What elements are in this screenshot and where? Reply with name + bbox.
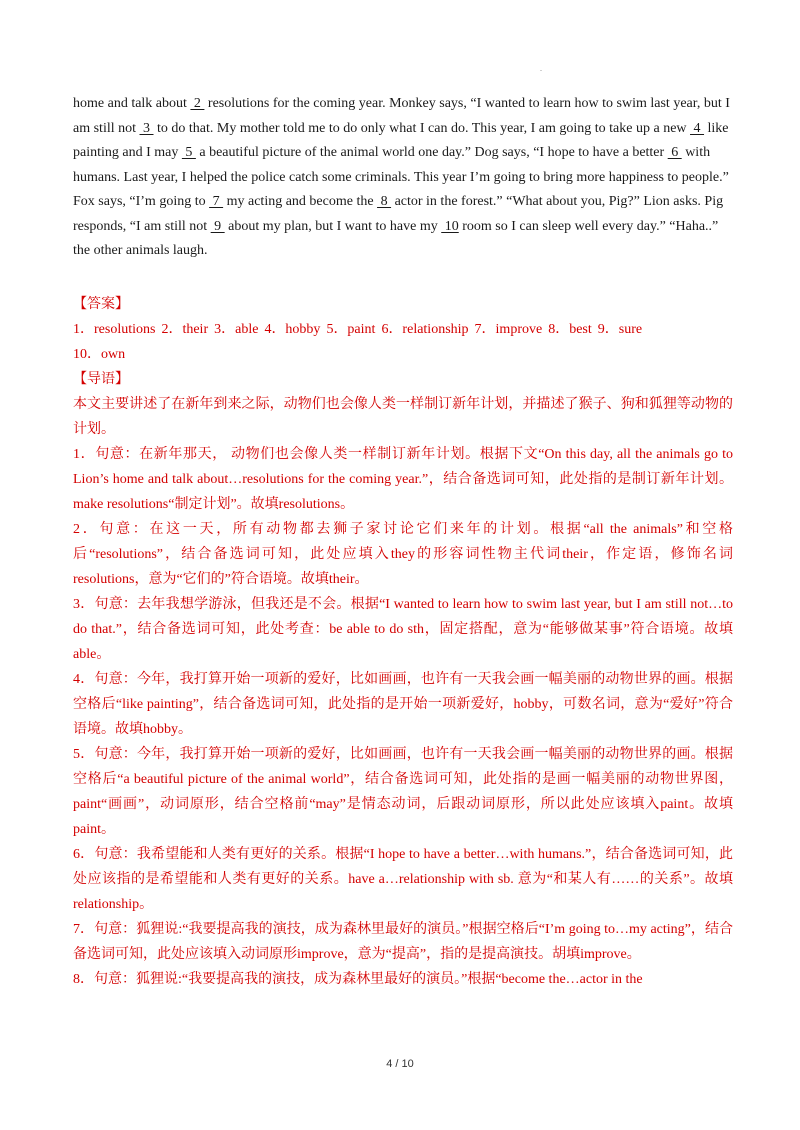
corner-dot-mark: .: [540, 64, 542, 73]
passage-text: actor in the forest.” “What about you, Pig?” Lion asks. Pig responds, “I am still not: [73, 194, 724, 234]
answer-item: 9．sure: [597, 322, 643, 337]
answer-heading: 【答案】: [73, 297, 129, 312]
guide-section: [73, 367, 733, 992]
blank-5: 5: [181, 145, 196, 160]
answer-item: 6．relationship: [381, 322, 469, 337]
blank-8: 8: [377, 194, 392, 209]
cloze-passage: [73, 92, 733, 264]
guide-summary: 本文主要讲述了在新年到来之际，动物们也会像人类一样制订新年计划，并描述了猴子、狗和狐狸等动物的计划。: [73, 397, 733, 437]
passage-text: my acting and become the: [223, 194, 378, 209]
answer-item: 8．best: [548, 322, 592, 337]
guide-explanation: 1．句意：在新年那天， 动物们也会像人类一样制订新年计划。根据下文“On this day, all the animals go to Lion’s home and talk about…resolutions for the coming year.”，结合备选词可知，此处指的是制订新年计划。make resolutions“制定计划”。故填resolutions。: [73, 447, 733, 512]
blank-9: 9: [210, 218, 225, 234]
answer-list-row-1: [73, 317, 733, 342]
blank-7: 7: [209, 194, 224, 209]
blank-2: 2: [190, 96, 205, 111]
blank-6: 6: [667, 145, 682, 160]
guide-explanation: 2．句意：在这一天，所有动物都去狮子家讨论它们来年的计划。根据“all the animals”和空格后“resolutions”，结合备选词可知，此处应填入they的形容词性物主代词their，作定语，修饰名词resolutions，意为“它们的”符合语境。故填their。: [73, 522, 733, 587]
guide-explanation: 5．句意：今年，我打算开始一项新的爱好，比如画画，也许有一天我会画一幅美丽的动物世界的画。根据空格后“a beautiful picture of the animal world”，结合备选词可知，此处指的是画一幅美丽的动物世界图，paint“画画”，动词原形，结合空格前“may”是情态动词，后跟动词原形，所以此处应该填入paint。故填paint。: [73, 747, 733, 837]
passage-text: like painting and I may: [73, 120, 729, 160]
passage-text: room so I can sleep well every day.” “Haha..” the other animals laugh.: [73, 218, 719, 258]
passage-text: to do that. My mother told me to do only what I can do. This year, I am going to take up a new: [153, 120, 691, 136]
guide-explanation: 7．句意：狐狸说:“我要提高我的演技，成为森林里最好的演员。”根据空格后“I’m going to…my acting”，结合备选词可知，此处应该填入动词原形improve，意为“提高”，指的是提高演技。胡填improve。: [73, 922, 733, 962]
blank-10: 10: [441, 218, 459, 234]
passage-text: about my plan, but I want to have my: [224, 218, 442, 234]
answer-item: 2．their: [161, 322, 209, 337]
answer-item: 3．able: [214, 322, 259, 337]
blank-3: 3: [139, 120, 154, 136]
answer-item: 4．hobby: [264, 322, 321, 337]
answer-item: 7．improve: [474, 322, 543, 337]
passage-text: resolutions for the coming year. Monkey says, “I wanted to learn how to swim last year, but I am still not: [73, 96, 730, 136]
guide-explanation: 4．句意：今年，我打算开始一项新的爱好，比如画画，也许有一天我会画一幅美丽的动物世界的画。根据空格后“like painting”，结合备选词可知，此处指的是开始一项新爱好，hobby，可数名词，意为“爱好”符合语境。故填hobby。: [73, 672, 733, 737]
passage-text: a beautiful picture of the animal world one day.” Dog says, “I hope to have a better: [195, 145, 668, 160]
passage-text: with humans. Last year, I helped the police catch some criminals. This year I’m going to bring more happiness to people.” Fox says, “I’m going to: [73, 145, 729, 209]
answer-section: [73, 292, 733, 367]
guide-explanation: 3．句意：去年我想学游泳，但我还是不会。根据“I wanted to learn how to swim last year, but I am still not…to do that.”，结合备选词可知，此处考查：be able to do sth，固定搭配，意为“能够做某事”符合语境。故填able。: [73, 597, 733, 662]
blank-4: 4: [690, 120, 705, 136]
answer-item: 1．resolutions: [73, 322, 156, 337]
guide-heading: 【导语】: [73, 372, 129, 387]
passage-text: home and talk about: [73, 96, 191, 111]
guide-explanation: 8．句意：狐狸说:“我要提高我的演技，成为森林里最好的演员。”根据“become the…actor in the: [73, 972, 643, 987]
answer-item: 10．own: [73, 347, 126, 362]
answer-item: 5．paint: [326, 322, 376, 337]
answer-list-row-2: [73, 342, 733, 367]
guide-explanation: 6．句意：我希望能和人类有更好的关系。根据“I hope to have a better…with humans.”，结合备选词可知，此处应该指的是希望能和人类有更好的关系。have a…relationship with sb. 意为“和某人有……的关系”。故填relationship。: [73, 847, 733, 912]
page-number: 4 / 10: [386, 1058, 414, 1070]
